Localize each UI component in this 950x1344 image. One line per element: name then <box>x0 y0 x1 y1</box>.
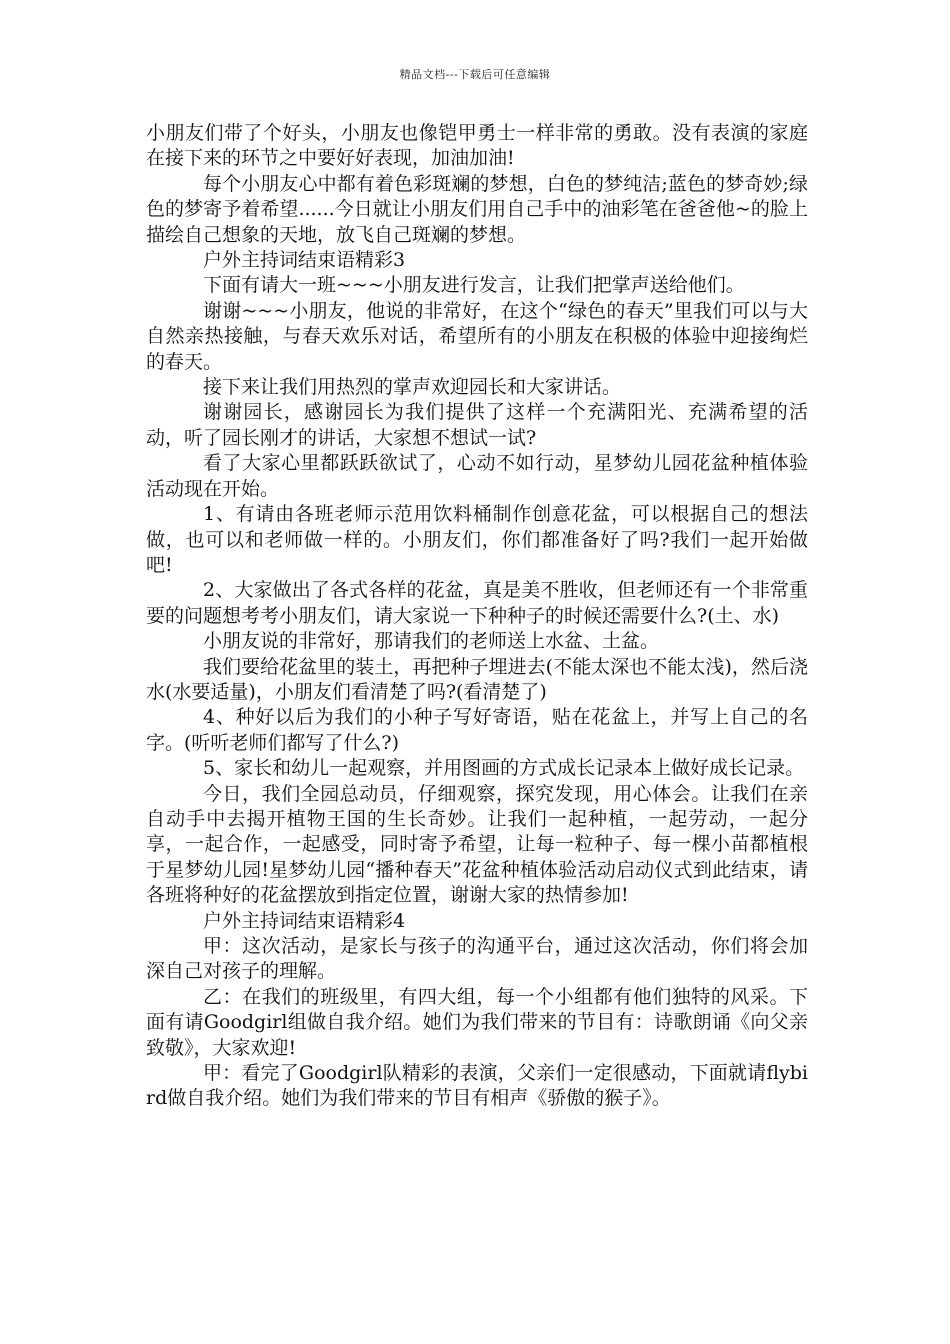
list-item: 4、种好以后为我们的小种子写好寄语，贴在花盆上，并写上自己的名字。(听听老师们都写了什么?) <box>146 706 808 754</box>
paragraph: 看了大家心里都跃跃欲试了，心动不如行动，星梦幼儿园花盆种植体验活动现在开始。 <box>146 452 808 500</box>
paragraph: 小朋友们带了个好头，小朋友也像铠甲勇士一样非常的勇敢。没有表演的家庭在接下来的环节之中要好好表现，加油加油! <box>146 122 808 170</box>
paragraph: 乙：在我们的班级里，有四大组，每一个小组都有他们独特的风采。下面有请Goodgirl组做自我介绍。她们为我们带来的节目有：诗歌朗诵《向父亲致敬》，大家欢迎! <box>146 985 808 1059</box>
list-item: 2、大家做出了各式各样的花盆，真是美不胜收，但老师还有一个非常重要的问题想考考小朋友们，请大家说一下种种子的时候还需要什么?(土、水) <box>146 579 808 627</box>
list-item: 1、有请由各班老师示范用饮料桶制作创意花盆，可以根据自己的想法做，也可以和老师做一样的。小朋友们，你们都准备好了吗?我们一起开始做吧! <box>146 503 808 576</box>
document-body <box>146 121 808 1112</box>
paragraph: 甲：这次活动，是家长与孩子的沟通平台，通过这次活动，你们将会加深自己对孩子的理解。 <box>146 935 808 983</box>
paragraph: 甲：看完了Goodgirl队精彩的表演，父亲们一定很感动，下面就请flybird做自我介绍。她们为我们带来的节目有相声《骄傲的猴子》。 <box>146 1062 808 1110</box>
section-heading: 户外主持词结束语精彩4 <box>203 909 406 932</box>
section-heading: 户外主持词结束语精彩3 <box>203 249 406 272</box>
paragraph: 每个小朋友心中都有着色彩斑斓的梦想，白色的梦纯洁;蓝色的梦奇妙;绿色的梦寄予着希望......今日就让小朋友们用自己手中的油彩笔在爸爸他~的脸上描绘自己想象的天地，放飞自己斑斓的梦想。 <box>146 172 808 246</box>
paragraph: 接下来让我们用热烈的掌声欢迎园长和大家讲话。 <box>203 376 622 399</box>
paragraph: 今日，我们全园总动员，仔细观察，探究发现，用心体会。让我们在亲自动手中去揭开植物王国的生长奇妙。让我们一起种植，一起劳动，一起分享，一起合作，一起感受，同时寄予希望，让每一粒种子、每一棵小苗都植根于星梦幼儿园!星梦幼儿园“播种春天”花盆种植体验活动启动仪式到此结束，请各班将种好的花盆摆放到指定位置，谢谢大家的热情参加! <box>146 782 808 907</box>
paragraph: 谢谢~~~小朋友，他说的非常好，在这个“绿色的春天”里我们可以与大自然亲热接触，与春天欢乐对话，希望所有的小朋友在积极的体验中迎接绚烂的春天。 <box>146 299 808 373</box>
list-item: 5、家长和幼儿一起观察，并用图画的方式成长记录本上做好成长记录。 <box>203 757 805 780</box>
paragraph: 下面有请大一班~~~小朋友进行发言，让我们把掌声送给他们。 <box>203 274 745 297</box>
paragraph: 我们要给花盆里的装土，再把种子埋进去(不能太深也不能太浅)，然后浇水(水要适量)，小朋友们看清楚了吗?(看清楚了) <box>146 655 808 703</box>
paragraph: 谢谢园长，感谢园长为我们提供了这样一个充满阳光、充满希望的活动，听了园长刚才的讲话，大家想不想试一试? <box>146 401 808 449</box>
page-header: 精品文档---下载后可任意编辑 <box>399 68 551 81</box>
paragraph: 小朋友说的非常好，那请我们的老师送上水盆、土盆。 <box>203 630 660 653</box>
